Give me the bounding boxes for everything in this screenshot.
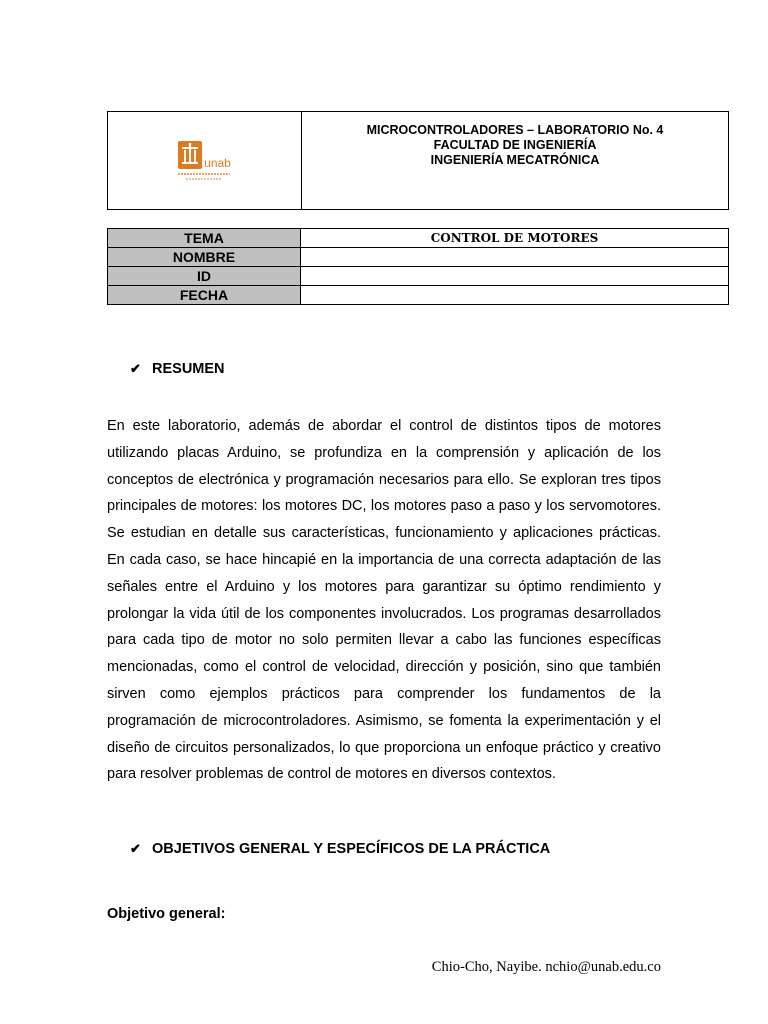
objetivo-general-label: Objetivo general:	[107, 906, 226, 922]
resumen-heading	[130, 361, 225, 377]
info-row-tema	[108, 229, 729, 248]
nombre-label: NOMBRE	[108, 248, 301, 267]
tema-value: CONTROL DE MOTORES	[301, 229, 729, 248]
checkmark-icon: ✔	[130, 361, 141, 376]
logo-wordmark: unab	[204, 156, 231, 170]
program-title: INGENIERÍA MECATRÓNICA	[430, 153, 600, 167]
header-title	[302, 112, 728, 209]
faculty-title: FACULTAD DE INGENIERÍA	[433, 138, 597, 152]
tema-label: TEMA	[108, 229, 301, 248]
objetivos-title: OBJETIVOS GENERAL Y ESPECÍFICOS DE LA PRÁCTICA	[152, 841, 551, 857]
fecha-label: FECHA	[108, 286, 301, 305]
info-row-id	[108, 267, 729, 286]
document-header	[107, 111, 729, 210]
id-value[interactable]	[301, 267, 729, 286]
id-label: ID	[108, 267, 301, 286]
info-row-nombre	[108, 248, 729, 267]
course-title: MICROCONTROLADORES – LABORATORIO No. 4	[366, 123, 664, 137]
checkmark-icon: ✔	[130, 841, 141, 856]
unab-logo-icon	[178, 141, 202, 169]
logo-tagline-secondary	[186, 178, 222, 180]
logo-tagline	[178, 173, 230, 175]
unab-logo	[178, 141, 231, 180]
logo-cell	[108, 112, 302, 209]
info-row-fecha	[108, 286, 729, 305]
resumen-title: RESUMEN	[152, 361, 225, 377]
resumen-paragraph: En este laboratorio, además de abordar el control de distintos tipos de motores utilizando placas Arduino, se profundiza en la comprensión y aplicación de los conceptos de electrónica y programación necesarios para ello. Se exploran tres tipos principales de motores: los motores DC, los motores paso a paso y los servomotores. Se estudian en detalle sus características, funcionamiento y aplicaciones prácticas. En cada caso, se hace hincapié en la importancia de una correcta adaptación de las señales entre el Arduino y los motores para garantizar su óptimo rendimiento y prolongar la vida útil de los componentes involucrados. Los programas desarrollados para cada tipo de motor no solo permiten llevar a cabo las funciones específicas mencionadas, como el control de velocidad, dirección y posición, sino que también sirven como ejemplos prácticos para comprender los fundamentos de la programación de microcontroladores. Asimismo, se fomenta la experimentación y el diseño de circuitos personalizados, lo que proporciona un enfoque práctico y creativo para resolver problemas de control de motores en diversos contextos.	[107, 418, 661, 783]
objetivos-heading	[130, 841, 550, 857]
nombre-value[interactable]	[301, 248, 729, 267]
page-footer-author: Chio-Cho, Nayibe. nchio@unab.edu.co	[431, 959, 661, 975]
info-table	[107, 228, 729, 305]
fecha-value[interactable]	[301, 286, 729, 305]
